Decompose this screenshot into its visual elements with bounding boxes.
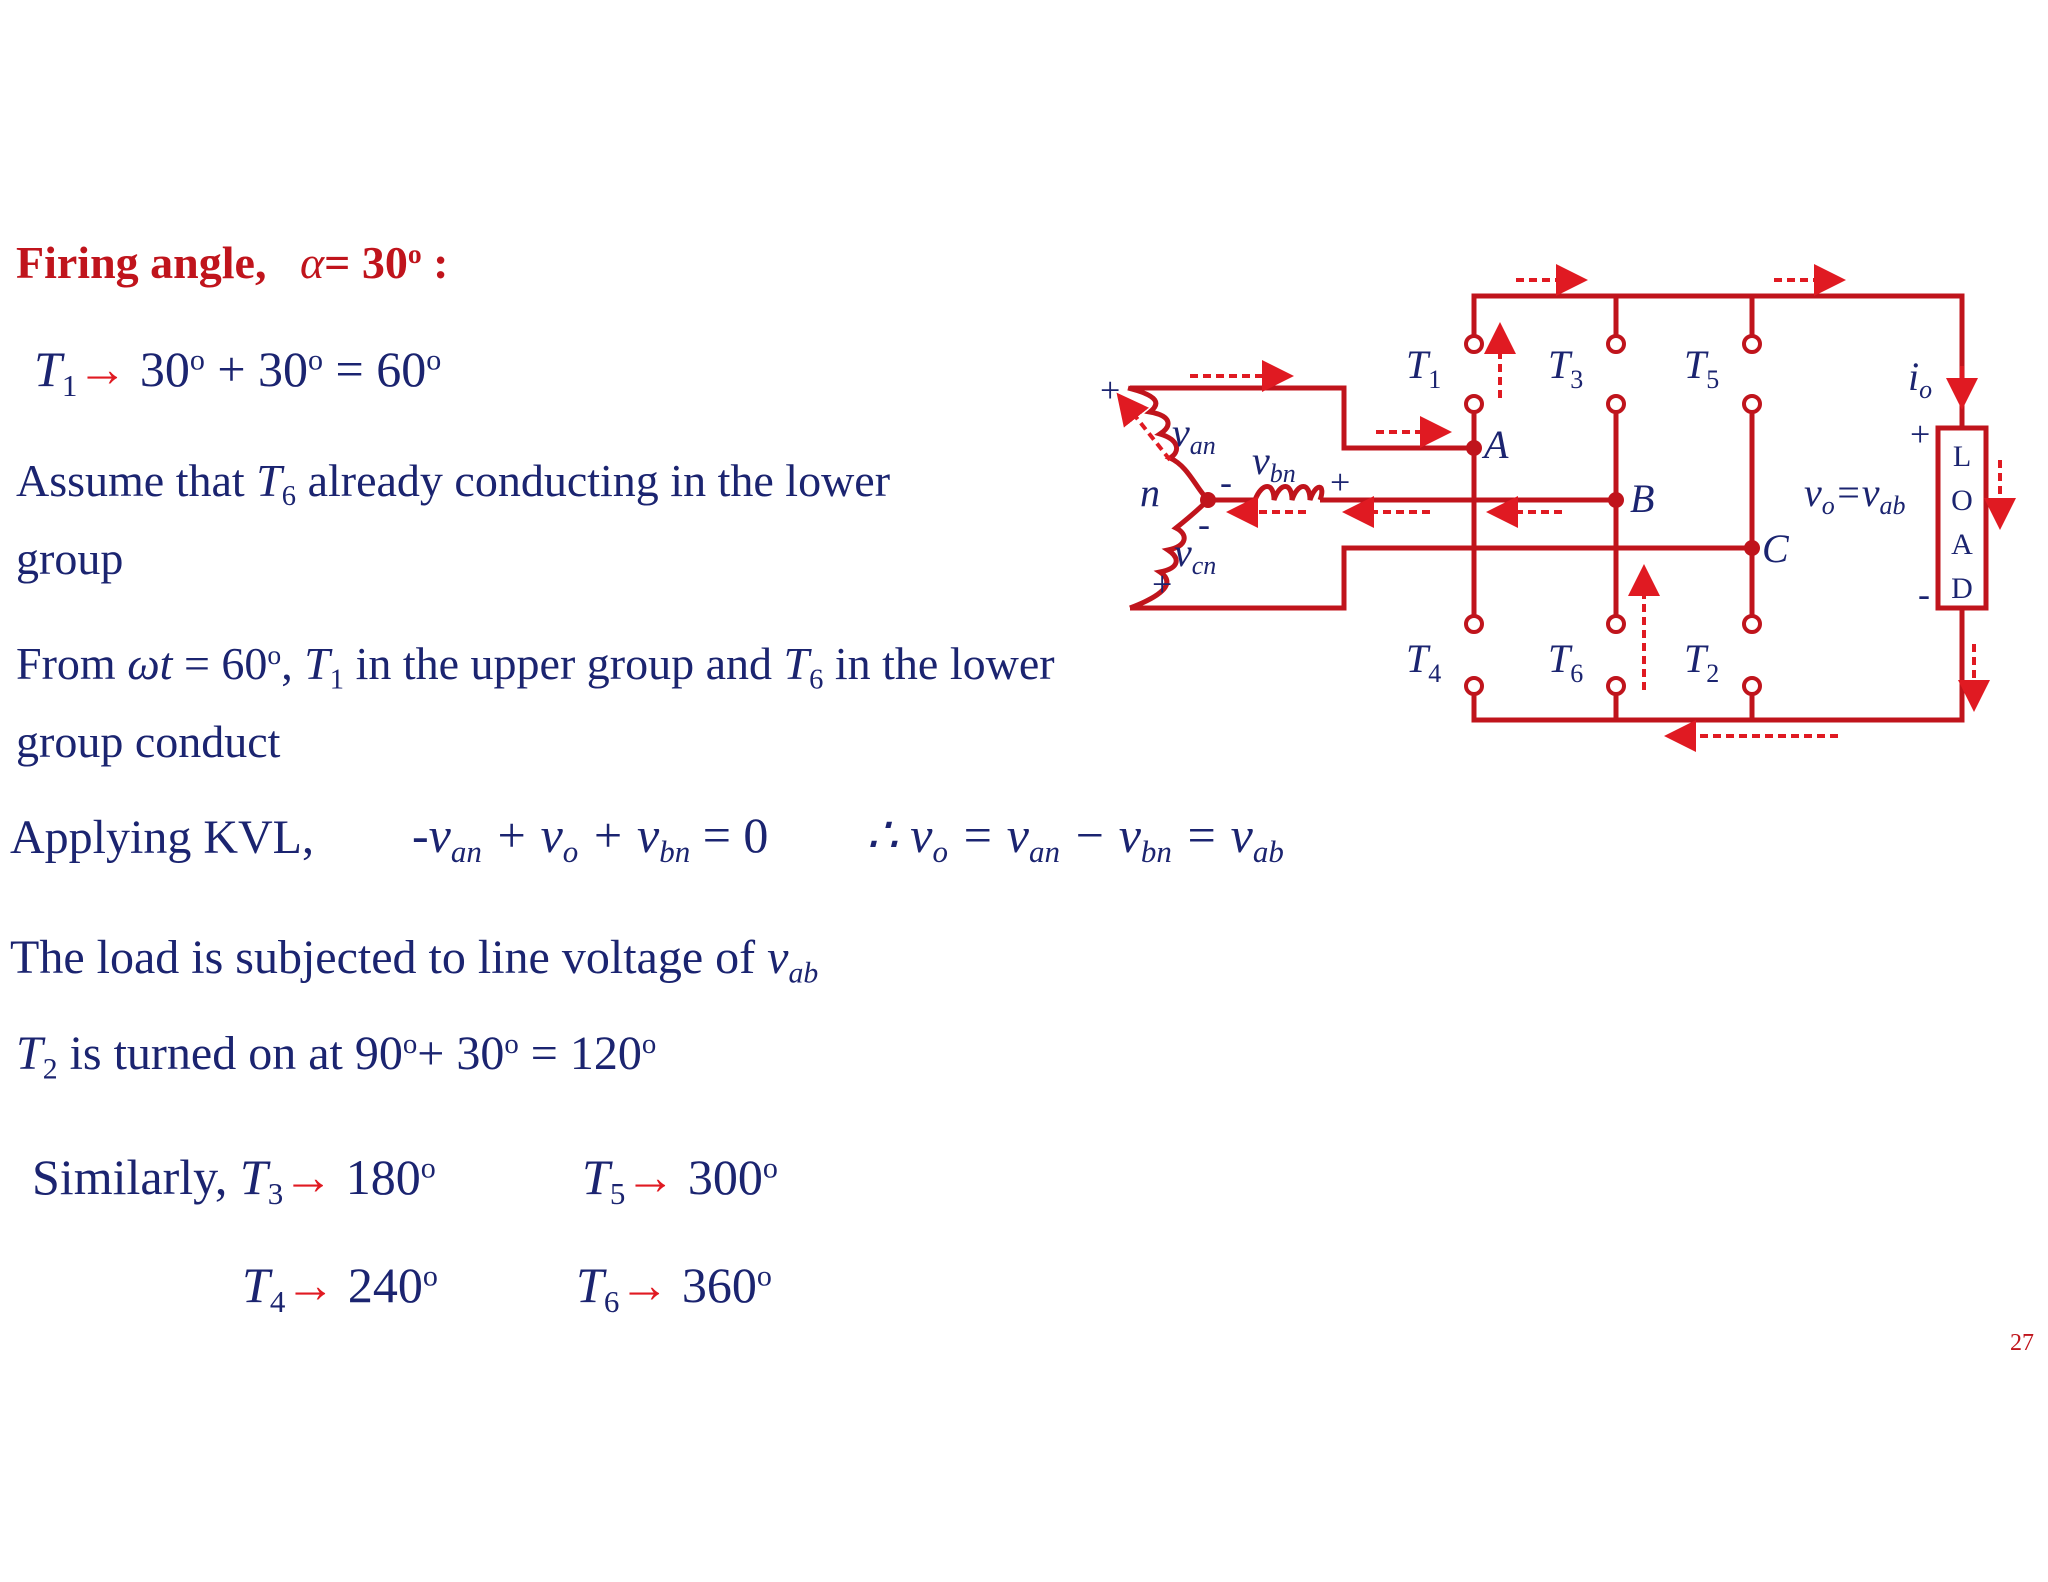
svg-text:L: L	[1952, 440, 1972, 473]
load-line-voltage-text: The load is subjected to line voltage of $v_{ab}$	[10, 931, 819, 990]
thyristor-t3-label: $T_3$	[1548, 342, 1584, 394]
vbn-coil	[1255, 487, 1322, 501]
three-phase-bridge-circuit	[1090, 260, 2040, 780]
thyristor-t2-label: $T_2$	[1684, 636, 1720, 688]
page-number: 27	[2010, 1330, 2034, 1356]
kvl-result: ∴ $v_o = v_{an} - v_{bn} = v_{ab}$	[866, 807, 1284, 869]
t6-firing-angle: $T_6\to 360^o$	[576, 1257, 772, 1319]
svg-text:+: +	[1152, 564, 1173, 604]
svg-text:D: D	[1951, 572, 1973, 605]
vbn-label: $v_{bn}$	[1252, 438, 1296, 488]
vcn-label: $v_{cn}$	[1174, 530, 1217, 580]
t5-firing-angle: $T_5\to 300^o$	[582, 1149, 778, 1211]
thyristor-t1-label: $T_1$	[1406, 342, 1442, 394]
similarly-row-1: Similarly, $T_3\to 180^o$	[32, 1149, 436, 1211]
svg-text:O: O	[1951, 484, 1973, 517]
assume-paragraph: Assume that $T_6$ already conducting in the lower group	[16, 455, 891, 585]
node-b-label: B	[1630, 476, 1655, 521]
svg-text:-: -	[1918, 574, 1930, 614]
svg-text:A: A	[1951, 528, 1973, 561]
svg-text:+: +	[1910, 414, 1931, 454]
phase-c-wire	[1130, 548, 1752, 608]
svg-text:+: +	[1330, 462, 1351, 502]
vo-label: $v_o=v_{ab}$	[1804, 470, 1906, 520]
t1-firing-equation: $T_1\to 30^o + 30^o = 60^o$	[34, 341, 442, 403]
thyristor-t4-label: $T_4$	[1406, 636, 1442, 688]
svg-text:-: -	[1220, 462, 1232, 502]
t2-turn-on-text: $T_2$ is turned on at $90^o+ 30^o = 120^o$	[16, 1027, 657, 1086]
svg-text:-: -	[1198, 504, 1210, 544]
from-paragraph: From $\omega t = 60^o$, $T_1$ in the upper group and $T_6$ in the lower group conduct	[16, 638, 1055, 768]
t4-firing-angle: $T_4\to 240^o$	[242, 1257, 438, 1319]
node-a-label: A	[1484, 422, 1509, 467]
neutral-label: n	[1140, 470, 1160, 515]
slide-title: Firing angle, $\alpha= 30^o$ :	[16, 237, 449, 288]
load-label	[1951, 440, 1973, 605]
kvl-label: Applying KVL,	[10, 811, 314, 864]
thyristor-t5-label: $T_5$	[1684, 342, 1720, 394]
svg-text:+: +	[1100, 370, 1121, 410]
van-label: $v_{an}$	[1172, 410, 1216, 460]
thyristor-t6-label: $T_6$	[1548, 636, 1584, 688]
io-label: $i_o$	[1908, 354, 1933, 404]
node-c-label: C	[1762, 526, 1789, 571]
kvl-equation: $-v_{an} + v_o + v_{bn} = 0$	[412, 807, 769, 869]
